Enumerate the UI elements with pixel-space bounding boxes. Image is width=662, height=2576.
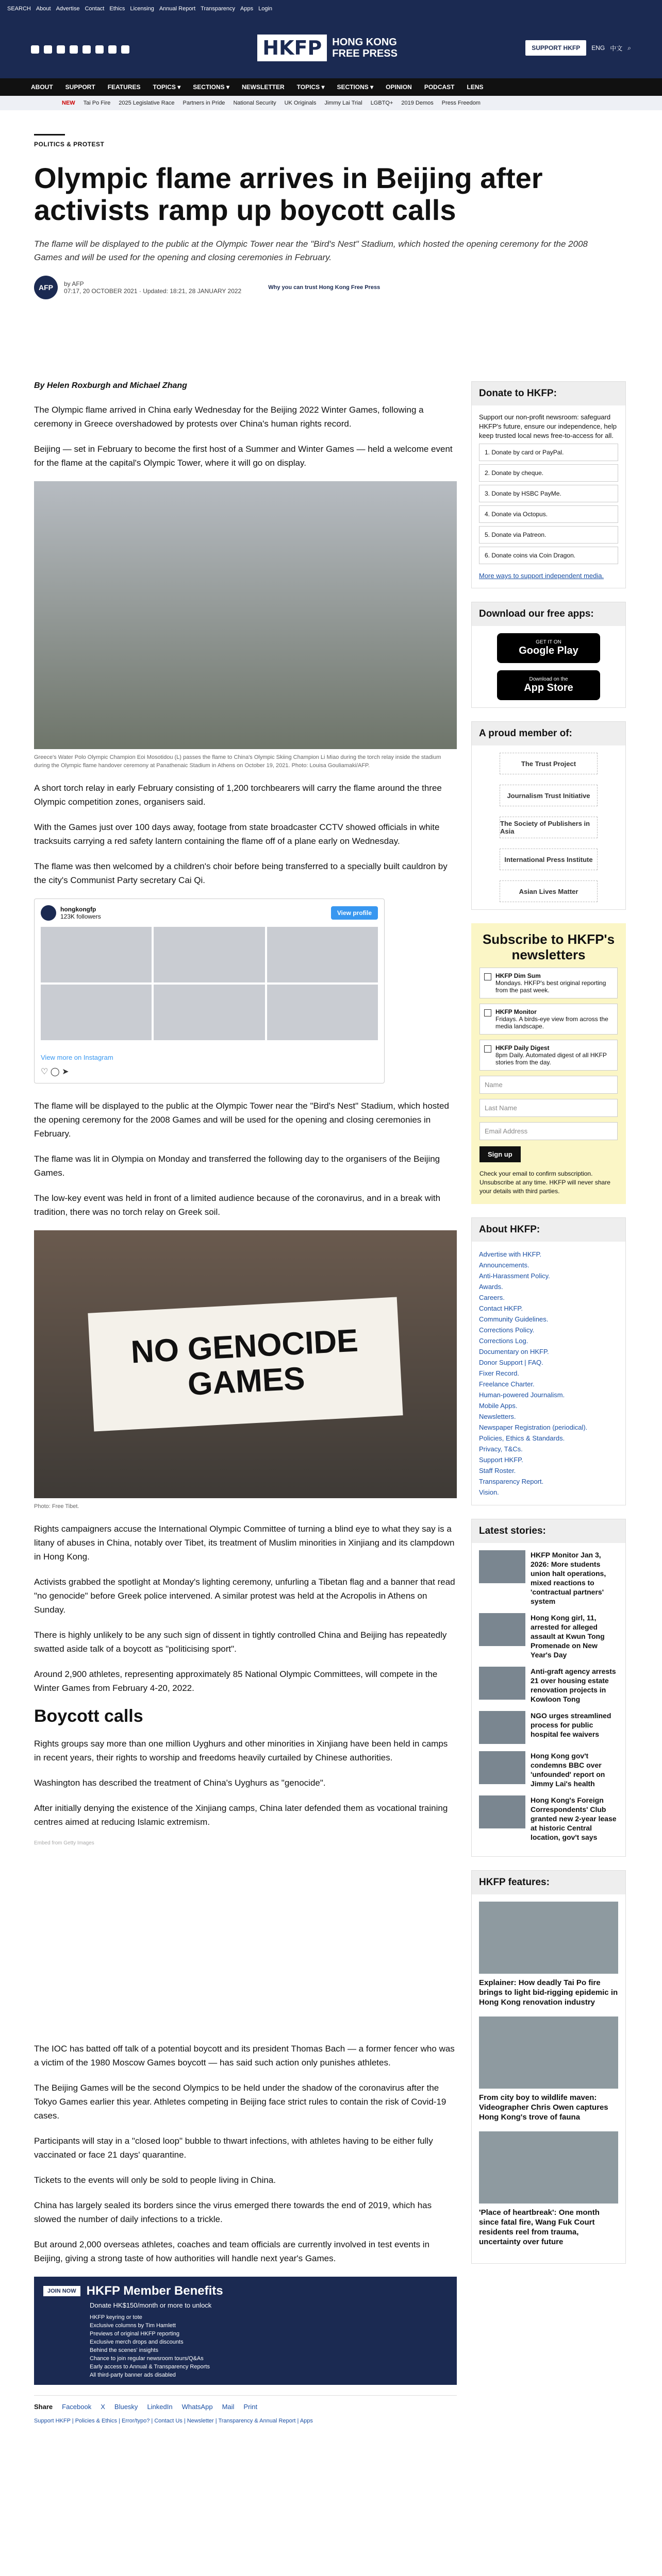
about-link[interactable]: Community Guidelines. <box>479 1315 549 1323</box>
benefit-item: Early access to Annual & Transparency Reports <box>90 2364 210 2370</box>
ticker-item[interactable]: 2019 Demos <box>401 100 434 106</box>
features-list <box>472 1894 625 2263</box>
about-title: About HKFP: <box>472 1218 625 1242</box>
article-body <box>34 381 457 2424</box>
donate-option-label: 2. Donate by cheque. <box>485 469 544 477</box>
nav-item[interactable]: NEWSLETTER <box>241 83 285 91</box>
comment-icon[interactable]: ◯ <box>50 1067 60 1076</box>
top-link[interactable]: Contact <box>85 6 105 12</box>
checkbox[interactable] <box>484 1009 491 1016</box>
paragraph: Rights campaigners accuse the International Olympic Committee of turning a blind eye to what they say is a litany of abuses in China, notably over Tibet, its treatment of Muslim minorities in Xinjiang and its clampdown in Hong Kong. <box>34 1524 455 1562</box>
jti-logo[interactable]: Journalism Trust Initiative <box>500 785 598 806</box>
badge-small: Download on the <box>529 676 568 682</box>
top-link[interactable]: Login <box>258 6 272 12</box>
avatar: AFP <box>34 276 58 299</box>
checkbox[interactable] <box>484 1045 491 1053</box>
ticker-item[interactable]: UK Originals <box>284 100 317 106</box>
search-icon[interactable]: ⌕ <box>627 44 631 52</box>
option-desc: Fridays. A birds-eye view from across the media landscape. <box>495 1015 608 1030</box>
membership-title: A proud member of: <box>472 722 625 745</box>
latest-story[interactable] <box>479 1550 618 1606</box>
story-title[interactable]: HKFP Monitor Jan 3, 2026: More students union halt operations, mixed reactions to 'contractual partners' system <box>531 1551 606 1605</box>
donate-option[interactable] <box>479 505 618 523</box>
story-thumbnail[interactable] <box>479 1711 525 1744</box>
ticker-item[interactable]: Jimmy Lai Trial <box>324 100 362 106</box>
protest-photo <box>34 1230 457 1498</box>
ticker-item[interactable]: LGBTQ+ <box>370 100 393 106</box>
ig-tile[interactable] <box>267 985 378 1040</box>
option-title: HKFP Dim Sum <box>495 972 541 979</box>
paragraph: The Olympic flame arrived in China early Wednesday for the Beijing 2022 Winter Games, following a ceremony in Greece overshadowed by protests over China's human rights record. <box>34 405 424 429</box>
top-link[interactable]: Licensing <box>130 6 154 12</box>
ig-header <box>41 905 378 921</box>
paragraph: The flame will be displayed to the public at the Olympic Tower near the "Bird's Nest" Stadium, which hosted the opening ceremony for the 2008 Games and will be used for the opening and closing ceremonies in February. <box>34 1101 449 1139</box>
bluesky-icon[interactable] <box>82 45 91 54</box>
ticker-item[interactable]: National Security <box>233 100 276 106</box>
latest-title: Latest stories: <box>472 1519 625 1543</box>
apps-box <box>471 602 626 708</box>
logo-mark: HKFP <box>257 35 327 61</box>
nav-item[interactable]: PODCAST <box>424 83 455 91</box>
signup-button[interactable]: Sign up <box>479 1146 521 1162</box>
about-link[interactable]: Support HKFP. <box>479 1456 523 1464</box>
share-print[interactable]: Print <box>243 2403 258 2411</box>
torch-photo <box>34 481 457 749</box>
nav-item[interactable]: SECTIONS ▾ <box>337 83 374 91</box>
topic-ticker <box>0 96 662 110</box>
sopa-logo[interactable]: The Society of Publishers in Asia <box>500 817 598 838</box>
donate-title: Donate to HKFP: <box>472 382 625 405</box>
ig-actions <box>41 1066 378 1077</box>
story-thumbnail[interactable] <box>479 1751 525 1784</box>
about-link[interactable]: Corrections Policy. <box>479 1326 535 1334</box>
story-title[interactable]: NGO urges streamlined process for public hospital fee waivers <box>531 1711 611 1738</box>
share-whatsapp[interactable]: WhatsApp <box>181 2403 213 2411</box>
about-link[interactable]: Fixer Record. <box>479 1369 520 1377</box>
about-link[interactable]: Human-powered Journalism. <box>479 1391 565 1399</box>
about-link[interactable]: Newsletters. <box>479 1413 516 1420</box>
benefit-item: Chance to join regular newsroom tours/Q&As <box>90 2355 204 2362</box>
paragraph: A short torch relay in early February consisting of 1,200 torchbearers will carry the flame around the three Olympic competition zones, organisers said. <box>34 783 442 807</box>
story-title[interactable]: Anti-graft agency arrests 21 over housing estate renovation projects in Kowloon Tong <box>531 1667 616 1703</box>
benefit-item: Behind the scenes' insights <box>90 2347 158 2353</box>
badge-label: Google Play <box>519 645 578 656</box>
nav-item[interactable]: TOPICS ▾ <box>153 83 181 91</box>
nav-item[interactable]: LENS <box>467 83 484 91</box>
story-thumbnail[interactable] <box>479 1795 525 1828</box>
site-header <box>0 18 662 78</box>
about-link[interactable]: Mobile Apps. <box>479 1402 518 1410</box>
paragraph: Tickets to the events will only be sold to people living in China. <box>34 2175 276 2185</box>
trust-link[interactable]: Why you can trust Hong Kong Free Press <box>268 284 380 291</box>
about-box <box>471 1217 626 1505</box>
about-link[interactable]: Staff Roster. <box>479 1467 516 1475</box>
share-x[interactable]: X <box>101 2403 105 2411</box>
top-link[interactable]: Transparency <box>201 6 235 12</box>
member-benefits-banner <box>34 2277 457 2385</box>
top-link[interactable]: Advertise <box>56 6 80 12</box>
ig-avatar <box>41 905 56 921</box>
share-bar <box>34 2395 457 2411</box>
features-box <box>471 1870 626 2264</box>
byline-date: 07:17, 20 OCTOBER 2021 · Updated: 18:21, 28 JANUARY 2022 <box>64 287 242 295</box>
about-link[interactable]: Freelance Charter. <box>479 1380 535 1388</box>
about-link[interactable]: Transparency Report. <box>479 1478 544 1485</box>
paragraph: The IOC has batted off talk of a potential boycott and its president Thomas Bach — a former fencer who was a victim of the 1980 Moscow Games boycott — has said such action only punishes athletes. <box>34 2044 455 2067</box>
donate-intro: Support our non-profit newsroom: safeguard HKFP's future, ensure our independence, help keep trusted local news free-to-access for all. <box>479 413 617 439</box>
badge-small: GET IT ON <box>536 639 561 645</box>
ig-tile[interactable] <box>41 927 152 982</box>
nav-item[interactable]: SUPPORT <box>65 83 95 91</box>
ig-more-link[interactable]: View more on Instagram <box>41 1054 113 1061</box>
latest-story[interactable] <box>479 1795 618 1842</box>
ig-view-profile-button[interactable]: View profile <box>331 906 378 920</box>
lang-zh[interactable]: 中文 <box>610 44 623 52</box>
about-list <box>472 1242 625 1505</box>
about-link[interactable]: Corrections Log. <box>479 1337 528 1345</box>
benefit-item: Exclusive merch drops and discounts <box>90 2339 184 2345</box>
top-link[interactable]: SEARCH <box>7 6 31 12</box>
about-link[interactable]: Donor Support | FAQ. <box>479 1359 543 1366</box>
feature-title[interactable]: 'Place of heartbreak': One month since fatal fire, Wang Fuk Court residents reel from trauma, uncertainty over future <box>479 2208 600 2246</box>
ig-name[interactable]: hongkongfp <box>60 906 96 913</box>
paragraph: With the Games just over 100 days away, footage from state broadcaster CCTV showed officials in white tracksuits carrying a red safety lantern containing the flame off of a plane early on Wednesday. <box>34 822 440 846</box>
newsletter-title: Subscribe to HKFP's newsletters <box>482 931 615 962</box>
paragraph: Rights groups say more than one million Uyghurs and other minorities in Xinjiang have been held in camps in recent years, their rights to worship and freedoms heavily curtailed by Chinese authorities. <box>34 1739 448 1762</box>
banner-title: HKFP Member Benefits <box>86 2284 223 2298</box>
newsletter-option-text <box>495 972 613 994</box>
paragraph: There is highly unlikely to be any such sign of dissent in tightly controlled China and Beijing has repeatedly swatted aside talk of a boycott as "politicising sport". <box>34 1630 447 1654</box>
about-link[interactable]: Advertise with HKFP. <box>479 1250 542 1258</box>
social-icons <box>31 45 129 54</box>
about-link[interactable]: Contact HKFP. <box>479 1304 523 1312</box>
nav-item[interactable]: TOPICS ▾ <box>296 83 325 91</box>
feature-image[interactable] <box>479 1902 618 1974</box>
linkedin-icon[interactable] <box>108 45 117 54</box>
ticker-item[interactable]: Partners in Pride <box>183 100 225 106</box>
byline-author[interactable]: by AFP <box>64 280 84 287</box>
ig-followers: 123K followers <box>60 913 101 920</box>
main-nav <box>0 78 662 96</box>
paragraph: Activists grabbed the spotlight at Monday's lighting ceremony, unfurling a Tibetan flag and a banner that read "no genocide" before Greek police intervened. A similar protest was held at the Acropolis in Athens on Sunday. <box>34 1577 455 1615</box>
sidebar <box>471 381 626 2277</box>
photo-caption: Photo: Free Tibet. <box>34 1503 79 1510</box>
share-linkedin[interactable]: LinkedIn <box>147 2403 173 2411</box>
protest-banner: NO GENOCIDE GAMES <box>88 1297 403 1431</box>
latest-story[interactable] <box>479 1613 618 1659</box>
header-actions <box>525 40 631 56</box>
latest-box <box>471 1519 626 1857</box>
ticker-item[interactable]: Press Freedom <box>441 100 481 106</box>
newsletter-note: Check your email to confirm subscription. Unsubscribe at any time. HKFP will never share your details with third parties. <box>479 1170 610 1195</box>
byline-text <box>64 280 241 295</box>
story-title[interactable]: Hong Kong girl, 11, arrested for alleged assault at Kwun Tong Promenade on New Year's Day <box>531 1614 605 1659</box>
facebook-icon[interactable] <box>31 45 39 54</box>
benefit-item: Exclusive columns by Tim Hamlett <box>90 2323 176 2329</box>
donate-box <box>471 381 626 588</box>
feature-image[interactable] <box>479 2131 618 2204</box>
donate-option[interactable] <box>479 547 618 564</box>
donate-option-label: 5. Donate via Patreon. <box>485 531 547 538</box>
ticker-item[interactable]: Tai Po Fire <box>83 100 111 106</box>
share-label: Share <box>34 2403 53 2411</box>
feature-image[interactable] <box>479 2016 618 2089</box>
about-link[interactable]: Anti-Harassment Policy. <box>479 1272 550 1280</box>
logo-line: HONG KONG <box>332 37 397 48</box>
top-utility-bar <box>0 0 662 18</box>
paragraph: After initially denying the existence of the Xinjiang camps, China later defended them as vocational training centres aimed at reducing Islamic extremism. <box>34 1803 448 1827</box>
donate-option-label: 6. Donate coins via Coin Dragon. <box>485 552 576 559</box>
donate-option[interactable] <box>479 526 618 544</box>
nav-item[interactable]: OPINION <box>386 83 412 91</box>
byline <box>34 276 628 299</box>
paragraph: The flame was lit in Olympia on Monday and transferred the following day to the organisers of the Beijing Games. <box>34 1154 440 1178</box>
story-title[interactable]: Hong Kong gov't condemns BBC over 'unfounded' report on Jimmy Lai's health <box>531 1752 605 1788</box>
asian-lives-matter-logo[interactable]: Asian Lives Matter <box>500 880 598 902</box>
banner-subtitle: Donate HK$150/month or more to unlock <box>90 2301 212 2309</box>
photo-caption: Greece's Water Polo Olympic Champion Eoi Mosotidou (L) passes the flame to China's Olympic Skiing Champion Li Miao during the torch relay inside the stadium during the Olympic flame handover ceremony at Panathenaic Stadium in Athens on October 19, 2021. Photo: Louisa Gouliamaki/AFP. <box>34 754 441 769</box>
nav-item[interactable]: SECTIONS ▾ <box>193 83 229 91</box>
about-link[interactable]: Documentary on HKFP. <box>479 1348 549 1355</box>
google-play-badge[interactable] <box>497 633 600 663</box>
about-link[interactable]: Awards. <box>479 1283 503 1291</box>
donate-option[interactable] <box>479 464 618 482</box>
about-link[interactable]: Policies, Ethics & Standards. <box>479 1434 565 1442</box>
telegram-icon[interactable] <box>121 45 129 54</box>
membership-logos <box>472 745 625 909</box>
ticker-item[interactable]: 2025 Legislative Race <box>119 100 175 106</box>
paragraph: The low-key event was held in front of a limited audience because of the coronavirus, and in a break with tradition, there was no torch relay on Greek soil. <box>34 1193 441 1217</box>
nav-item[interactable]: ABOUT <box>31 83 53 91</box>
donate-option[interactable] <box>479 485 618 502</box>
feature-title[interactable]: Explainer: How deadly Tai Po fire brings to light bid-rigging epidemic in Hong Kong renovation industry <box>479 1978 618 2007</box>
article-title: Olympic flame arrives in Beijing after activists ramp up boycott calls <box>34 162 543 226</box>
latest-story[interactable] <box>479 1751 618 1788</box>
feature-story[interactable] <box>479 2131 618 2247</box>
latest-story[interactable] <box>479 1711 618 1744</box>
site-logo[interactable] <box>257 35 398 61</box>
new-badge: NEW <box>62 100 75 106</box>
paragraph: But around 2,000 overseas athletes, coaches and team officials are currently involved in test events in Beijing, giving a strong taste of how authorities will handle next year's Games. <box>34 2240 430 2263</box>
about-link[interactable]: Careers. <box>479 1294 505 1301</box>
section-heading: Boycott calls <box>34 1706 143 1726</box>
ig-account <box>60 906 101 920</box>
features-title: HKFP features: <box>472 1871 625 1894</box>
donate-option[interactable] <box>479 444 618 461</box>
share-mail[interactable]: Mail <box>222 2403 235 2411</box>
top-link[interactable]: About <box>36 6 51 12</box>
lang-en[interactable]: ENG <box>591 44 605 52</box>
paragraph: Beijing — set in February to become the first host of a Summer and Winter Games — held a welcome event for the flame at the capital's Olympic Tower, where it will go on display. <box>34 444 453 468</box>
ad-label: Embed from Getty Images <box>34 1840 94 1846</box>
story-thumbnail[interactable] <box>479 1667 525 1700</box>
feature-story[interactable] <box>479 1902 618 2007</box>
story-title[interactable]: Hong Kong's Foreign Correspondents' Club granted new 2-year lease at historic Central location, gov't says <box>531 1796 617 1841</box>
newsletter-option[interactable] <box>479 968 618 998</box>
benefit-item: Previews of original HKFP reporting <box>90 2331 180 2337</box>
donate-option-label: 4. Donate via Octopus. <box>485 511 548 518</box>
donate-more-link[interactable]: More ways to support independent media. <box>479 572 604 580</box>
checkbox[interactable] <box>484 973 491 980</box>
app-store-badge[interactable] <box>497 670 600 700</box>
feature-story[interactable] <box>479 2016 618 2122</box>
share-bluesky[interactable]: Bluesky <box>114 2403 138 2411</box>
youtube-icon[interactable] <box>95 45 104 54</box>
support-button[interactable]: SUPPORT HKFP <box>525 40 586 56</box>
membership-box <box>471 721 626 910</box>
about-link[interactable]: Privacy, T&Cs. <box>479 1445 523 1453</box>
newsletter-option-text <box>495 1044 613 1066</box>
heart-icon[interactable]: ♡ <box>41 1067 48 1076</box>
option-title: HKFP Monitor <box>495 1008 537 1015</box>
paragraph: The flame was then welcomed by a children's choir before being transferred to a specially built cauldron by the city's Communist Party secretary Cai Qi. <box>34 861 448 885</box>
send-icon[interactable]: ➤ <box>62 1067 69 1076</box>
article-subtitle: The flame will be displayed to the public at the Olympic Tower near the "Bird's Nest" Stadium, which hosted the opening ceremony for the 2008 Games and will be used for the opening and closing ceremonies in February. <box>34 239 588 262</box>
donate-option-label: 1. Donate by card or PayPal. <box>485 449 564 456</box>
newsletter-option[interactable] <box>479 1004 618 1035</box>
trust-project-logo[interactable]: The Trust Project <box>500 753 598 774</box>
latest-list <box>472 1543 625 1856</box>
article-header <box>34 134 628 299</box>
top-link[interactable]: Apps <box>240 6 254 12</box>
option-desc: Mondays. HKFP's best original reporting from the past week. <box>495 979 606 994</box>
benefit-item: HKFP keyring or tote <box>90 2314 142 2320</box>
share-facebook[interactable]: Facebook <box>62 2403 92 2411</box>
last-name-field[interactable]: Last Name <box>479 1099 618 1117</box>
ipi-logo[interactable]: International Press Institute <box>500 849 598 870</box>
about-link[interactable]: Announcements. <box>479 1261 529 1269</box>
threads-icon[interactable] <box>70 45 78 54</box>
about-link[interactable]: Newspaper Registration (periodical). <box>479 1423 588 1431</box>
story-thumbnail[interactable] <box>479 1550 525 1583</box>
story-thumbnail[interactable] <box>479 1613 525 1646</box>
paragraph: Washington has described the treatment of China's Uyghurs as "genocide". <box>34 1778 326 1788</box>
donate-option-label: 3. Donate by HSBC PayMe. <box>485 490 561 497</box>
ig-tile[interactable] <box>154 927 264 982</box>
instagram-icon[interactable] <box>57 45 65 54</box>
footer-links[interactable]: Support HKFP | Policies & Ethics | Error/typo? | Contact Us | Newsletter | Transparency & Annual Report | Apps <box>34 2418 313 2424</box>
donate-body <box>472 405 625 588</box>
logo-line: FREE PRESS <box>332 48 398 59</box>
ig-tile[interactable] <box>154 985 264 1040</box>
newsletter-option-text <box>495 1008 613 1030</box>
badge-label: App Store <box>524 682 573 693</box>
feature-title[interactable]: From city boy to wildlife maven: Videographer Chris Owen captures Hong Kong's trove of fauna <box>479 2093 608 2122</box>
ig-grid <box>41 927 378 1040</box>
paragraph: The Beijing Games will be the second Olympics to be held under the shadow of the coronavirus after the Tokyo Games earlier this year. Athletes competing in Beijing face strict rules to contain the risk of Covid-19 cases. <box>34 2083 446 2121</box>
top-link[interactable]: Ethics <box>109 6 125 12</box>
banner-list <box>90 2313 448 2379</box>
logo-wordmark <box>332 37 398 59</box>
about-link[interactable]: Vision. <box>479 1488 499 1496</box>
nav-item[interactable]: FEATURES <box>107 83 141 91</box>
top-link[interactable]: Annual Report <box>159 6 196 12</box>
banner-head <box>43 2284 448 2298</box>
category-label[interactable]: POLITICS & PROTEST <box>34 134 65 148</box>
ig-tile[interactable] <box>267 927 378 982</box>
first-name-field[interactable]: Name <box>479 1076 618 1094</box>
authors: By Helen Roxburgh and Michael Zhang <box>34 381 187 390</box>
apps-title: Download our free apps: <box>472 602 625 626</box>
option-title: HKFP Daily Digest <box>495 1044 550 1052</box>
benefit-item: All third-party banner ads disabled <box>90 2372 176 2378</box>
newsletter-box <box>471 923 626 1204</box>
instagram-embed <box>34 899 385 1083</box>
ig-tile[interactable] <box>41 985 152 1040</box>
option-desc: 8pm Daily. Automated digest of all HKFP stories from the day. <box>495 1052 607 1066</box>
paragraph: Participants will stay in a "closed loop" bubble to thwart infections, with athletes having to be either fully vaccinated or face 21 days' quarantine. <box>34 2136 433 2160</box>
latest-story[interactable] <box>479 1667 618 1704</box>
x-icon[interactable] <box>44 45 52 54</box>
paragraph: China has largely sealed its borders since the virus emerged there towards the end of 2019, which has slowed the number of daily infections to a trickle. <box>34 2200 432 2224</box>
email-field[interactable]: Email Address <box>479 1122 618 1140</box>
paragraph: Around 2,900 athletes, representing approximately 85 National Olympic Committees, will compete in the Winter Games from February 4-20, 2022. <box>34 1669 438 1693</box>
newsletter-option[interactable] <box>479 1040 618 1071</box>
join-now-button[interactable]: JOIN NOW <box>43 2286 80 2296</box>
